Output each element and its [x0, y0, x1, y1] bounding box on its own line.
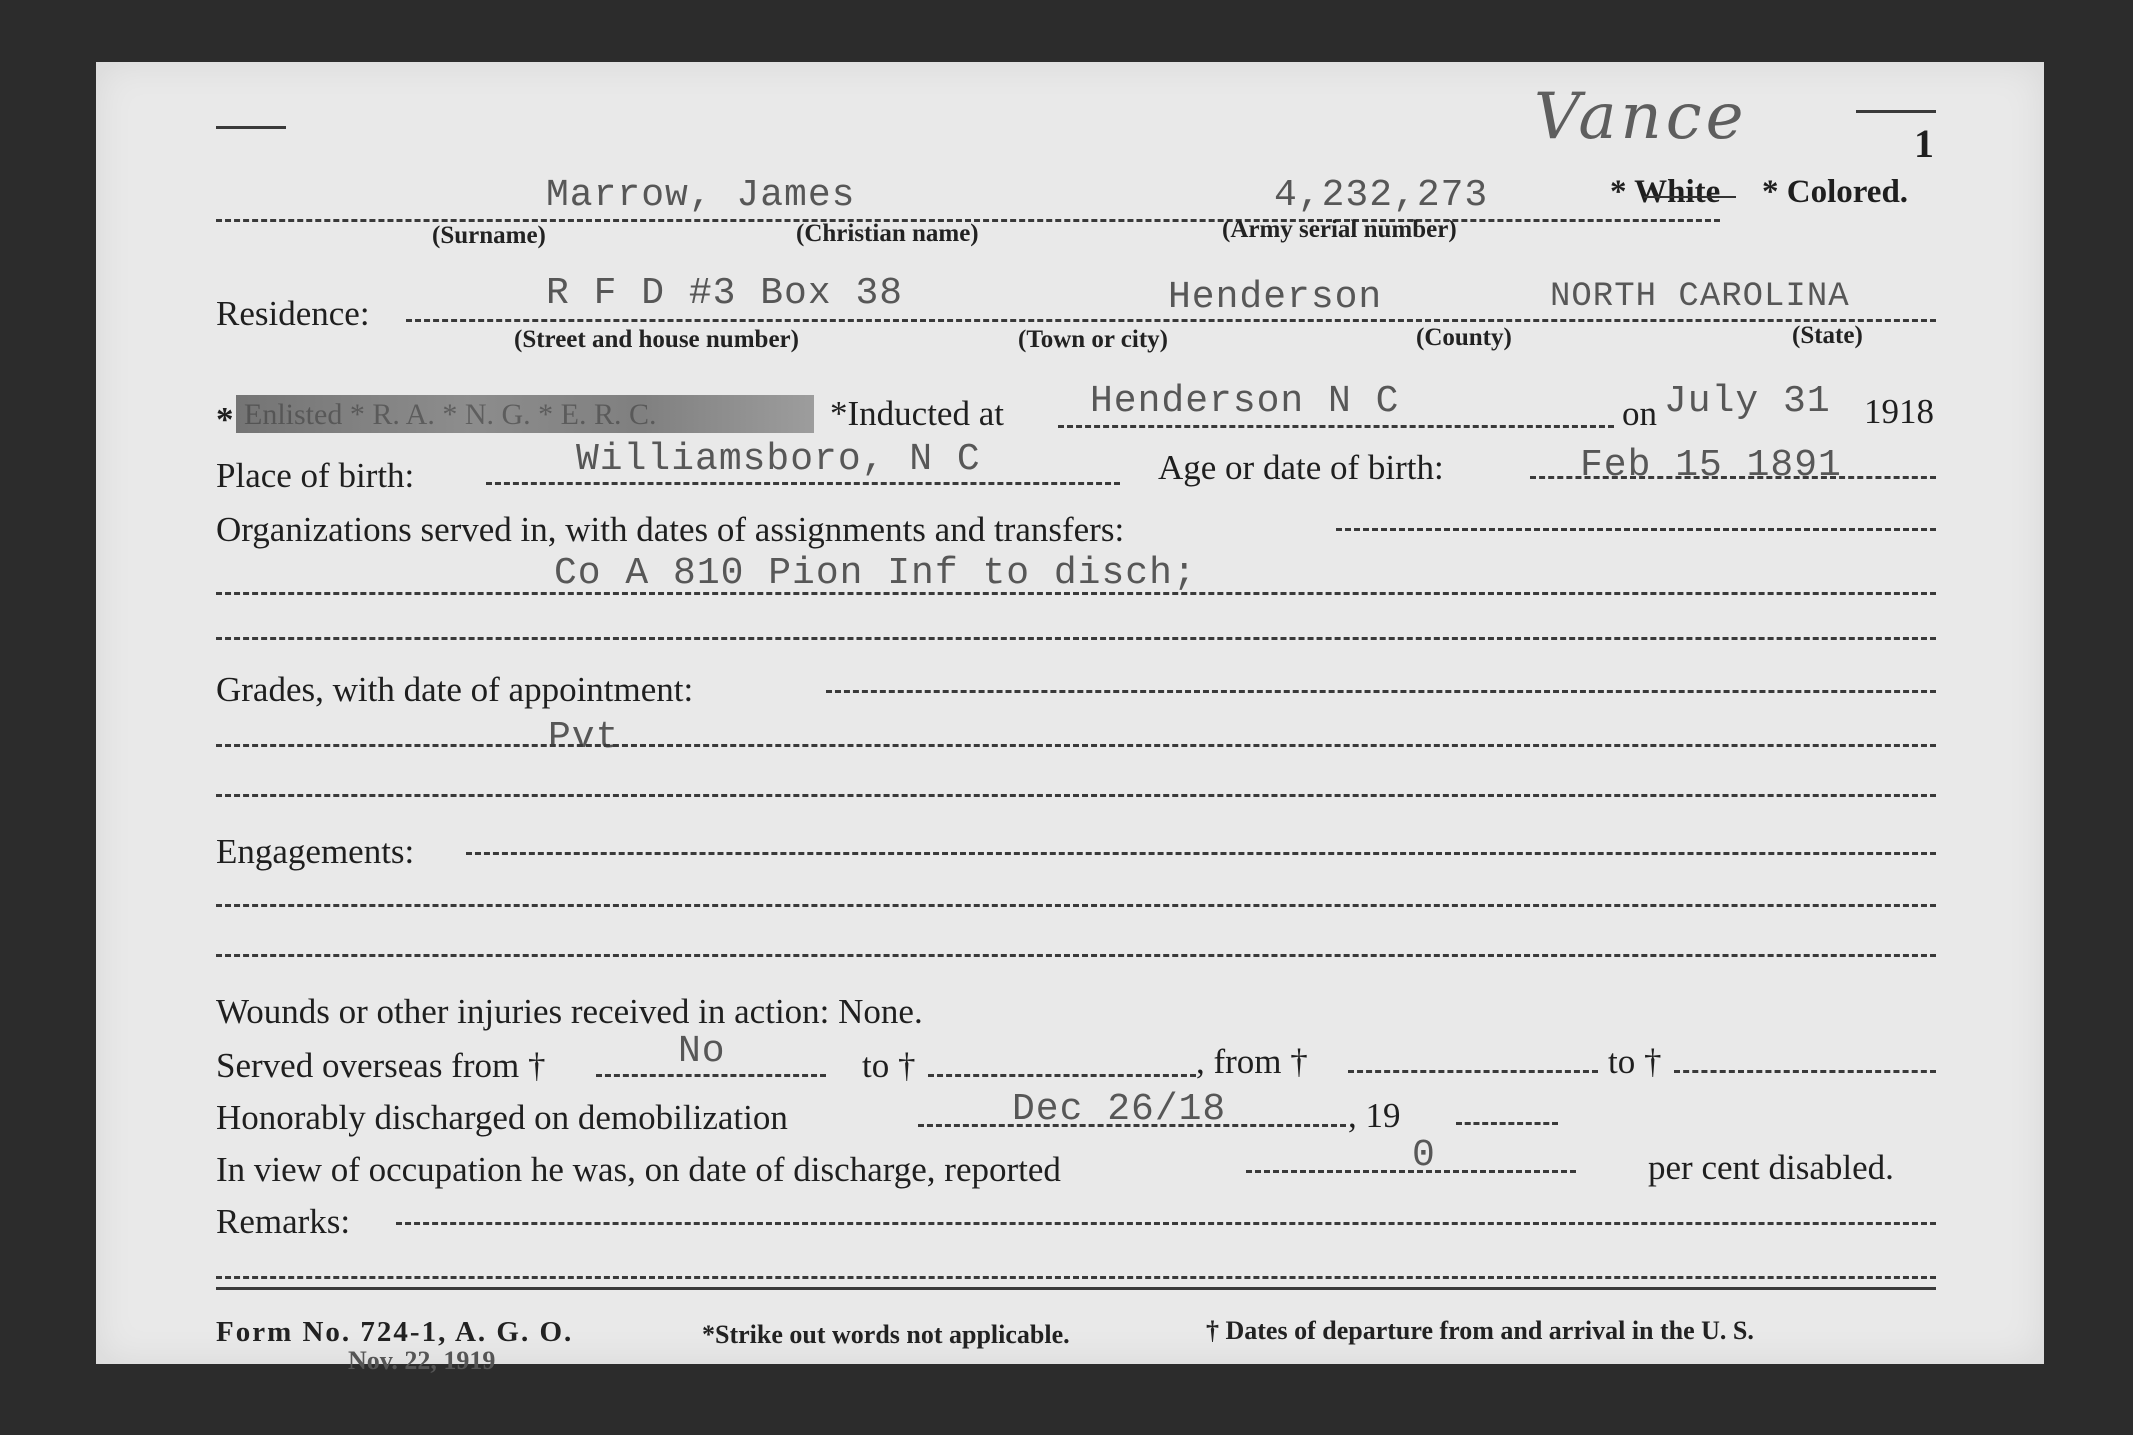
discharge-line	[918, 1124, 1346, 1127]
form-date: Nov. 22, 1919	[348, 1346, 496, 1375]
on-label: on	[1622, 394, 1657, 433]
street-caption: (Street and house number)	[514, 326, 799, 353]
disability-value: 0	[1412, 1134, 1436, 1177]
surname-name-value: Marrow, James	[546, 174, 856, 217]
engagements-line-2	[216, 904, 1936, 907]
overseas-to2-label: to †	[1608, 1042, 1662, 1081]
engagements-label: Engagements:	[216, 832, 415, 871]
overseas-from2-line	[1348, 1070, 1598, 1073]
state-caption: (State)	[1792, 322, 1863, 349]
induction-date-value: July 31	[1664, 380, 1831, 423]
county-caption: (County)	[1416, 324, 1512, 351]
discharge-date-value: Dec 26/18	[1012, 1088, 1227, 1131]
card-number-rule	[1856, 110, 1936, 113]
birth-date-line	[1530, 476, 1936, 479]
birth-place-value: Williamsboro, N C	[576, 438, 981, 481]
disability-label: In view of occupation he was, on date of discharge, reported	[216, 1150, 1061, 1189]
disability-line	[1246, 1170, 1576, 1173]
organizations-value: Co A 810 Pion Inf to disch;	[554, 552, 1197, 595]
birth-place-label: Place of birth:	[216, 456, 415, 495]
age-label: Age or date of birth:	[1158, 448, 1444, 487]
grades-value: Pvt	[548, 716, 620, 759]
discharge-year-line	[1456, 1122, 1558, 1125]
town-caption: (Town or city)	[1018, 326, 1168, 353]
inducted-label: *Inducted at	[830, 394, 1004, 433]
grades-line-2	[216, 744, 1936, 747]
overseas-label: Served overseas from †	[216, 1046, 546, 1085]
overseas-to-line	[928, 1074, 1196, 1077]
strike-note: *Strike out words not applicable.	[702, 1320, 1070, 1349]
serial-number-caption: (Army serial number)	[1222, 216, 1457, 243]
overseas-from-line	[596, 1074, 826, 1077]
wounds-label: Wounds or other injuries received in action: None.	[216, 992, 923, 1031]
grades-line-3	[216, 794, 1936, 797]
overseas-from2-label: , from †	[1196, 1042, 1308, 1081]
residence-street-value: R F D #3 Box 38	[546, 272, 904, 315]
engagements-line-1	[466, 852, 1936, 855]
form-number: Form No. 724-1, A. G. O.	[216, 1316, 574, 1348]
remarks-line-1	[396, 1222, 1936, 1225]
residence-label: Residence:	[216, 294, 370, 333]
inducted-place-line	[1058, 425, 1614, 428]
surname-caption: (Surname)	[432, 222, 546, 249]
footer-rule	[216, 1287, 1936, 1290]
residence-town-value: Henderson	[1168, 276, 1383, 319]
county-handwritten: Vance	[1534, 80, 1748, 154]
overseas-to2-line	[1674, 1070, 1936, 1073]
grades-label: Grades, with date of appointment:	[216, 670, 694, 709]
induction-year-value: 1918	[1864, 392, 1934, 431]
organizations-line-2	[216, 592, 1936, 595]
dates-note: † Dates of departure from and arrival in the U. S.	[1206, 1316, 1754, 1345]
engagements-line-3	[216, 954, 1936, 957]
enlisted-asterisk: *	[216, 400, 234, 439]
organizations-line-3	[216, 637, 1936, 640]
discharge-label: Honorably discharged on demobilization	[216, 1098, 788, 1137]
card-number: 1	[1914, 121, 1934, 166]
race-colored-label: * Colored.	[1762, 174, 1909, 210]
remarks-label: Remarks:	[216, 1202, 351, 1241]
residence-state-value: NORTH CAROLINA	[1550, 278, 1850, 316]
overseas-value: No	[678, 1030, 726, 1073]
corner-rule	[216, 126, 286, 129]
remarks-line-2	[216, 1276, 1936, 1279]
organizations-label: Organizations served in, with dates of assignments and transfers:	[216, 510, 1125, 549]
residence-line	[406, 319, 1936, 322]
serial-number-value: 4,232,273	[1274, 174, 1489, 217]
organizations-line-1	[1336, 528, 1936, 531]
inducted-place-value: Henderson N C	[1090, 380, 1400, 423]
enlisted-options: Enlisted * R. A. * N. G. * E. R. C.	[244, 398, 657, 431]
service-record-card	[96, 62, 2044, 1375]
race-white-strike	[1644, 196, 1736, 198]
birth-date-value: Feb 15 1891	[1580, 444, 1842, 487]
overseas-to-label: to †	[862, 1046, 916, 1085]
christian-name-caption: (Christian name)	[796, 220, 979, 247]
birth-place-line	[486, 482, 1120, 485]
disability-suffix: per cent disabled.	[1648, 1148, 1894, 1187]
grades-line-1	[826, 690, 1936, 693]
race-white-label: * White	[1610, 174, 1721, 210]
discharge-year-label: , 19	[1348, 1096, 1401, 1135]
